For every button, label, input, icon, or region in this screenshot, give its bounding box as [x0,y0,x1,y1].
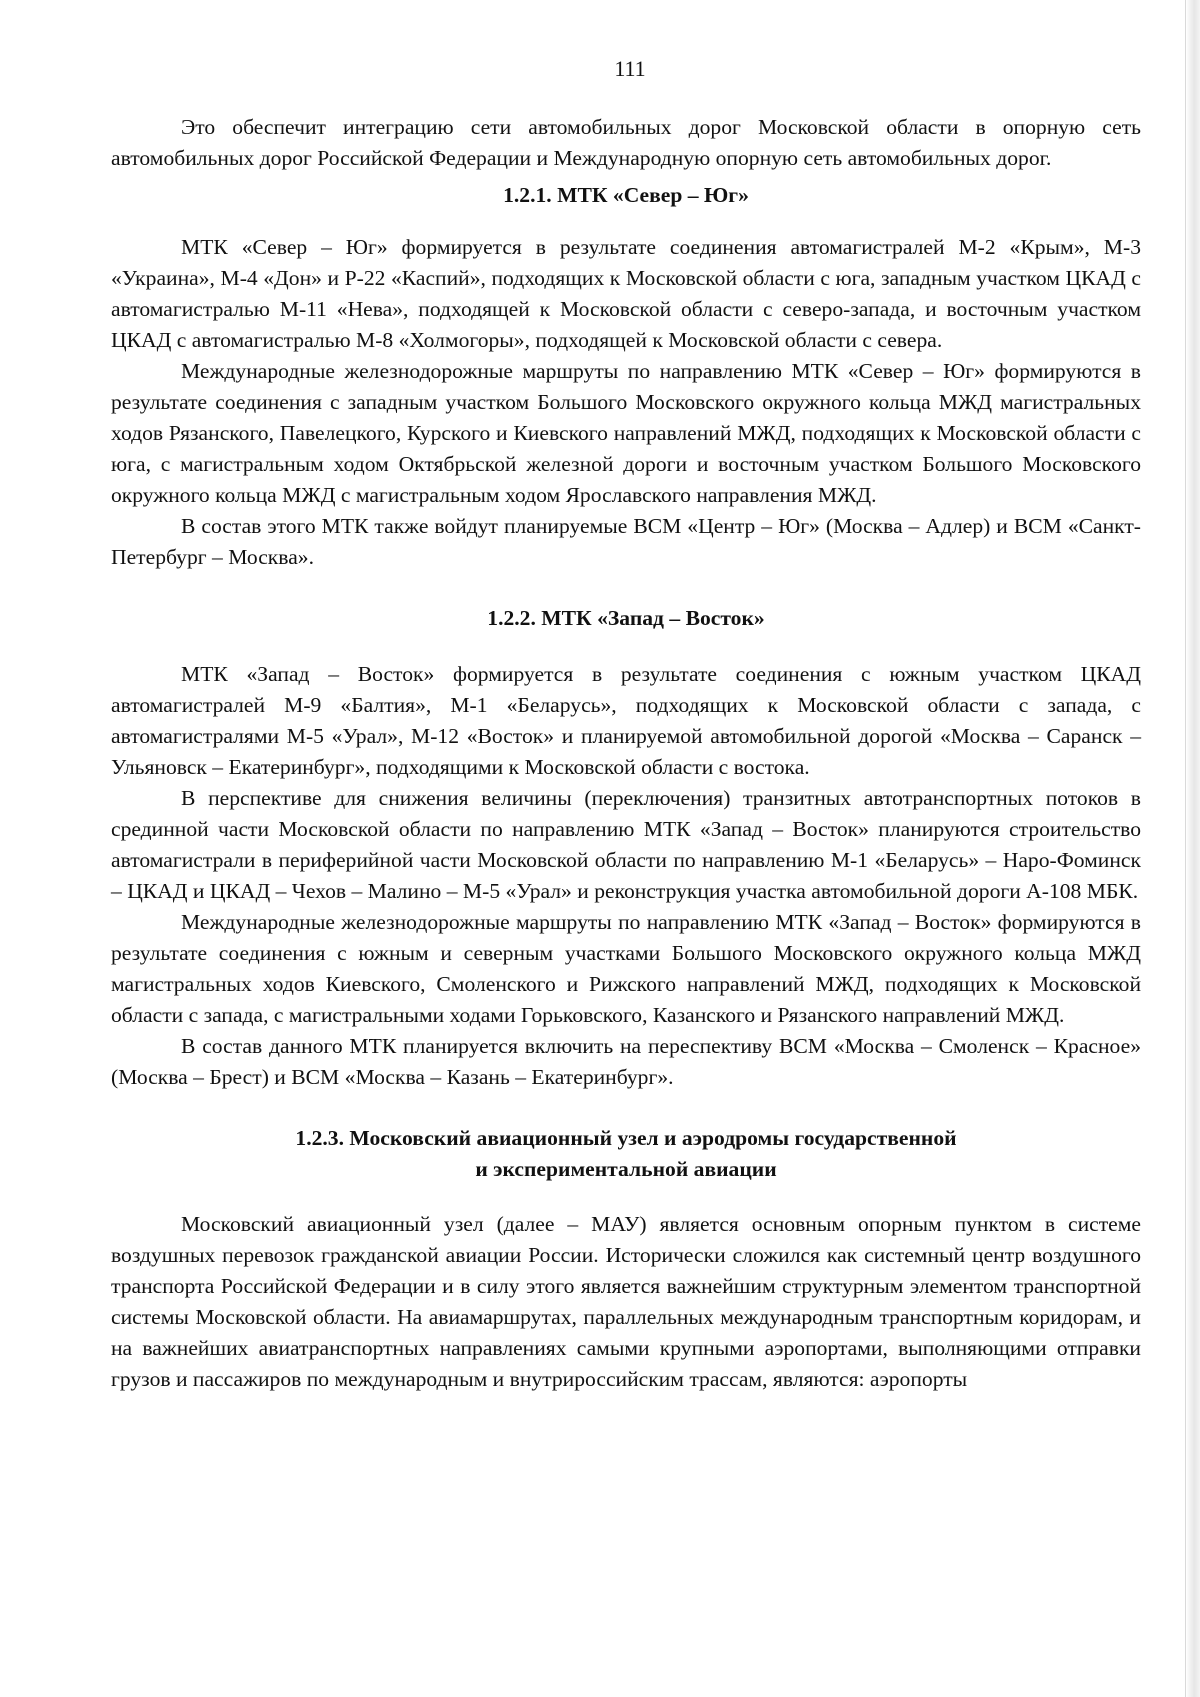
section-1-paragraph-3: В состав этого МТК также войдут планируемые ВСМ «Центр – Юг» (Москва – Адлер) и ВСМ «Санкт-Петербург – Москва». [111,514,1141,569]
section-1-paragraph-1: МТК «Север – Юг» формируется в результате соединения автомагистралей М-2 «Крым», М-3 «Украина», М-4 «Дон» и Р-22 «Каспий», подходящих к Московской области с юга, западным участком ЦКАД с автомагистралью М-11 «Нева», подходящей к Московской области с северо-запада, и восточным участком ЦКАД с автомагистралью М-8 «Холмогоры», подходящей к Московской области с севера. [111,235,1141,352]
page-number: 111 [614,56,646,81]
section-2-paragraph-1: МТК «Запад – Восток» формируется в результате соединения с южным участком ЦКАД автомагистралей М-9 «Балтия», М-1 «Беларусь», подходящих к Московской области с запада, с автомагистралями М-5 «Урал», М-12 «Восток» и планируемой автомобильной дорогой «Москва – Саранск – Ульяновск – Екатеринбург», подходящими к Московской области с востока. [111,662,1141,779]
section-2-paragraph-3: Международные железнодорожные маршруты по направлению МТК «Запад – Восток» формируются в результате соединения с южным и северным участками Большого Московского окружного кольца МЖД магистральных ходов Киевского, Смоленского и Рижского направлений МЖД, подходящих к Московской области с запада, с магистральными ходами Горьковского, Казанского и Рязанского направлений МЖД. [111,910,1141,1027]
section-2-paragraph-2: В перспективе для снижения величины (переключения) транзитных автотранспортных потоков в срединной части Московской области по направлению МТК «Запад – Восток» планируются строительство автомагистрали в периферийной части Московской области по направлению М-1 «Беларусь» – Наро-Фоминск – ЦКАД и ЦКАД – Чехов – Малино – М-5 «Урал» и реконструкция участка автомобильной дороги А-108 МБК. [111,786,1141,903]
intro-paragraph: Это обеспечит интеграцию сети автомобильных дорог Московской области в опорную сеть автомобильных дорог Российской Федерации и Международную опорную сеть автомобильных дорог. [111,115,1141,170]
section-heading-1-2-1: 1.2.1. МТК «Север – Юг» [503,183,749,207]
section-heading-1-2-2: 1.2.2. МТК «Запад – Восток» [487,606,765,630]
section-heading-1-2-3-line-1: 1.2.3. Московский авиационный узел и аэродромы государственной [295,1126,957,1150]
scan-edge [1185,0,1200,1697]
section-2-paragraph-4: В состав данного МТК планируется включить на переспективу ВСМ «Москва – Смоленск – Красное» (Москва – Брест) и ВСМ «Москва – Казань – Екатеринбург». [111,1034,1141,1089]
section-3-paragraph-1: Московский авиационный узел (далее – МАУ) является основным опорным пунктом в системе воздушных перевозок гражданской авиации России. Исторически сложился как системный центр воздушного транспорта Российской Федерации и в силу этого является важнейшим структурным элементом транспортной системы Московской области. На авиамаршрутах, параллельных международным транспортным коридорам, и на важнейших авиатранспортных направлениях самыми крупными аэропортами, выполняющими отправки грузов и пассажиров по международным и внутрироссийским трассам, являются: аэропорты [111,1212,1141,1391]
section-heading-1-2-3-line-2: и экспериментальной авиации [475,1157,777,1181]
section-1-paragraph-2: Международные железнодорожные маршруты по направлению МТК «Север – Юг» формируются в результате соединения с западным участком Большого Московского окружного кольца МЖД магистральных ходов Рязанского, Павелецкого, Курского и Киевского направлений МЖД, подходящих к Московской области с юга, с магистральным ходом Октябрьской железной дороги и восточным участком Большого Московского окружного кольца МЖД с магистральным ходом Ярославского направления МЖД. [111,359,1141,507]
section-heading-1-2-3 [111,1123,1141,1185]
page-content [111,112,1141,1395]
